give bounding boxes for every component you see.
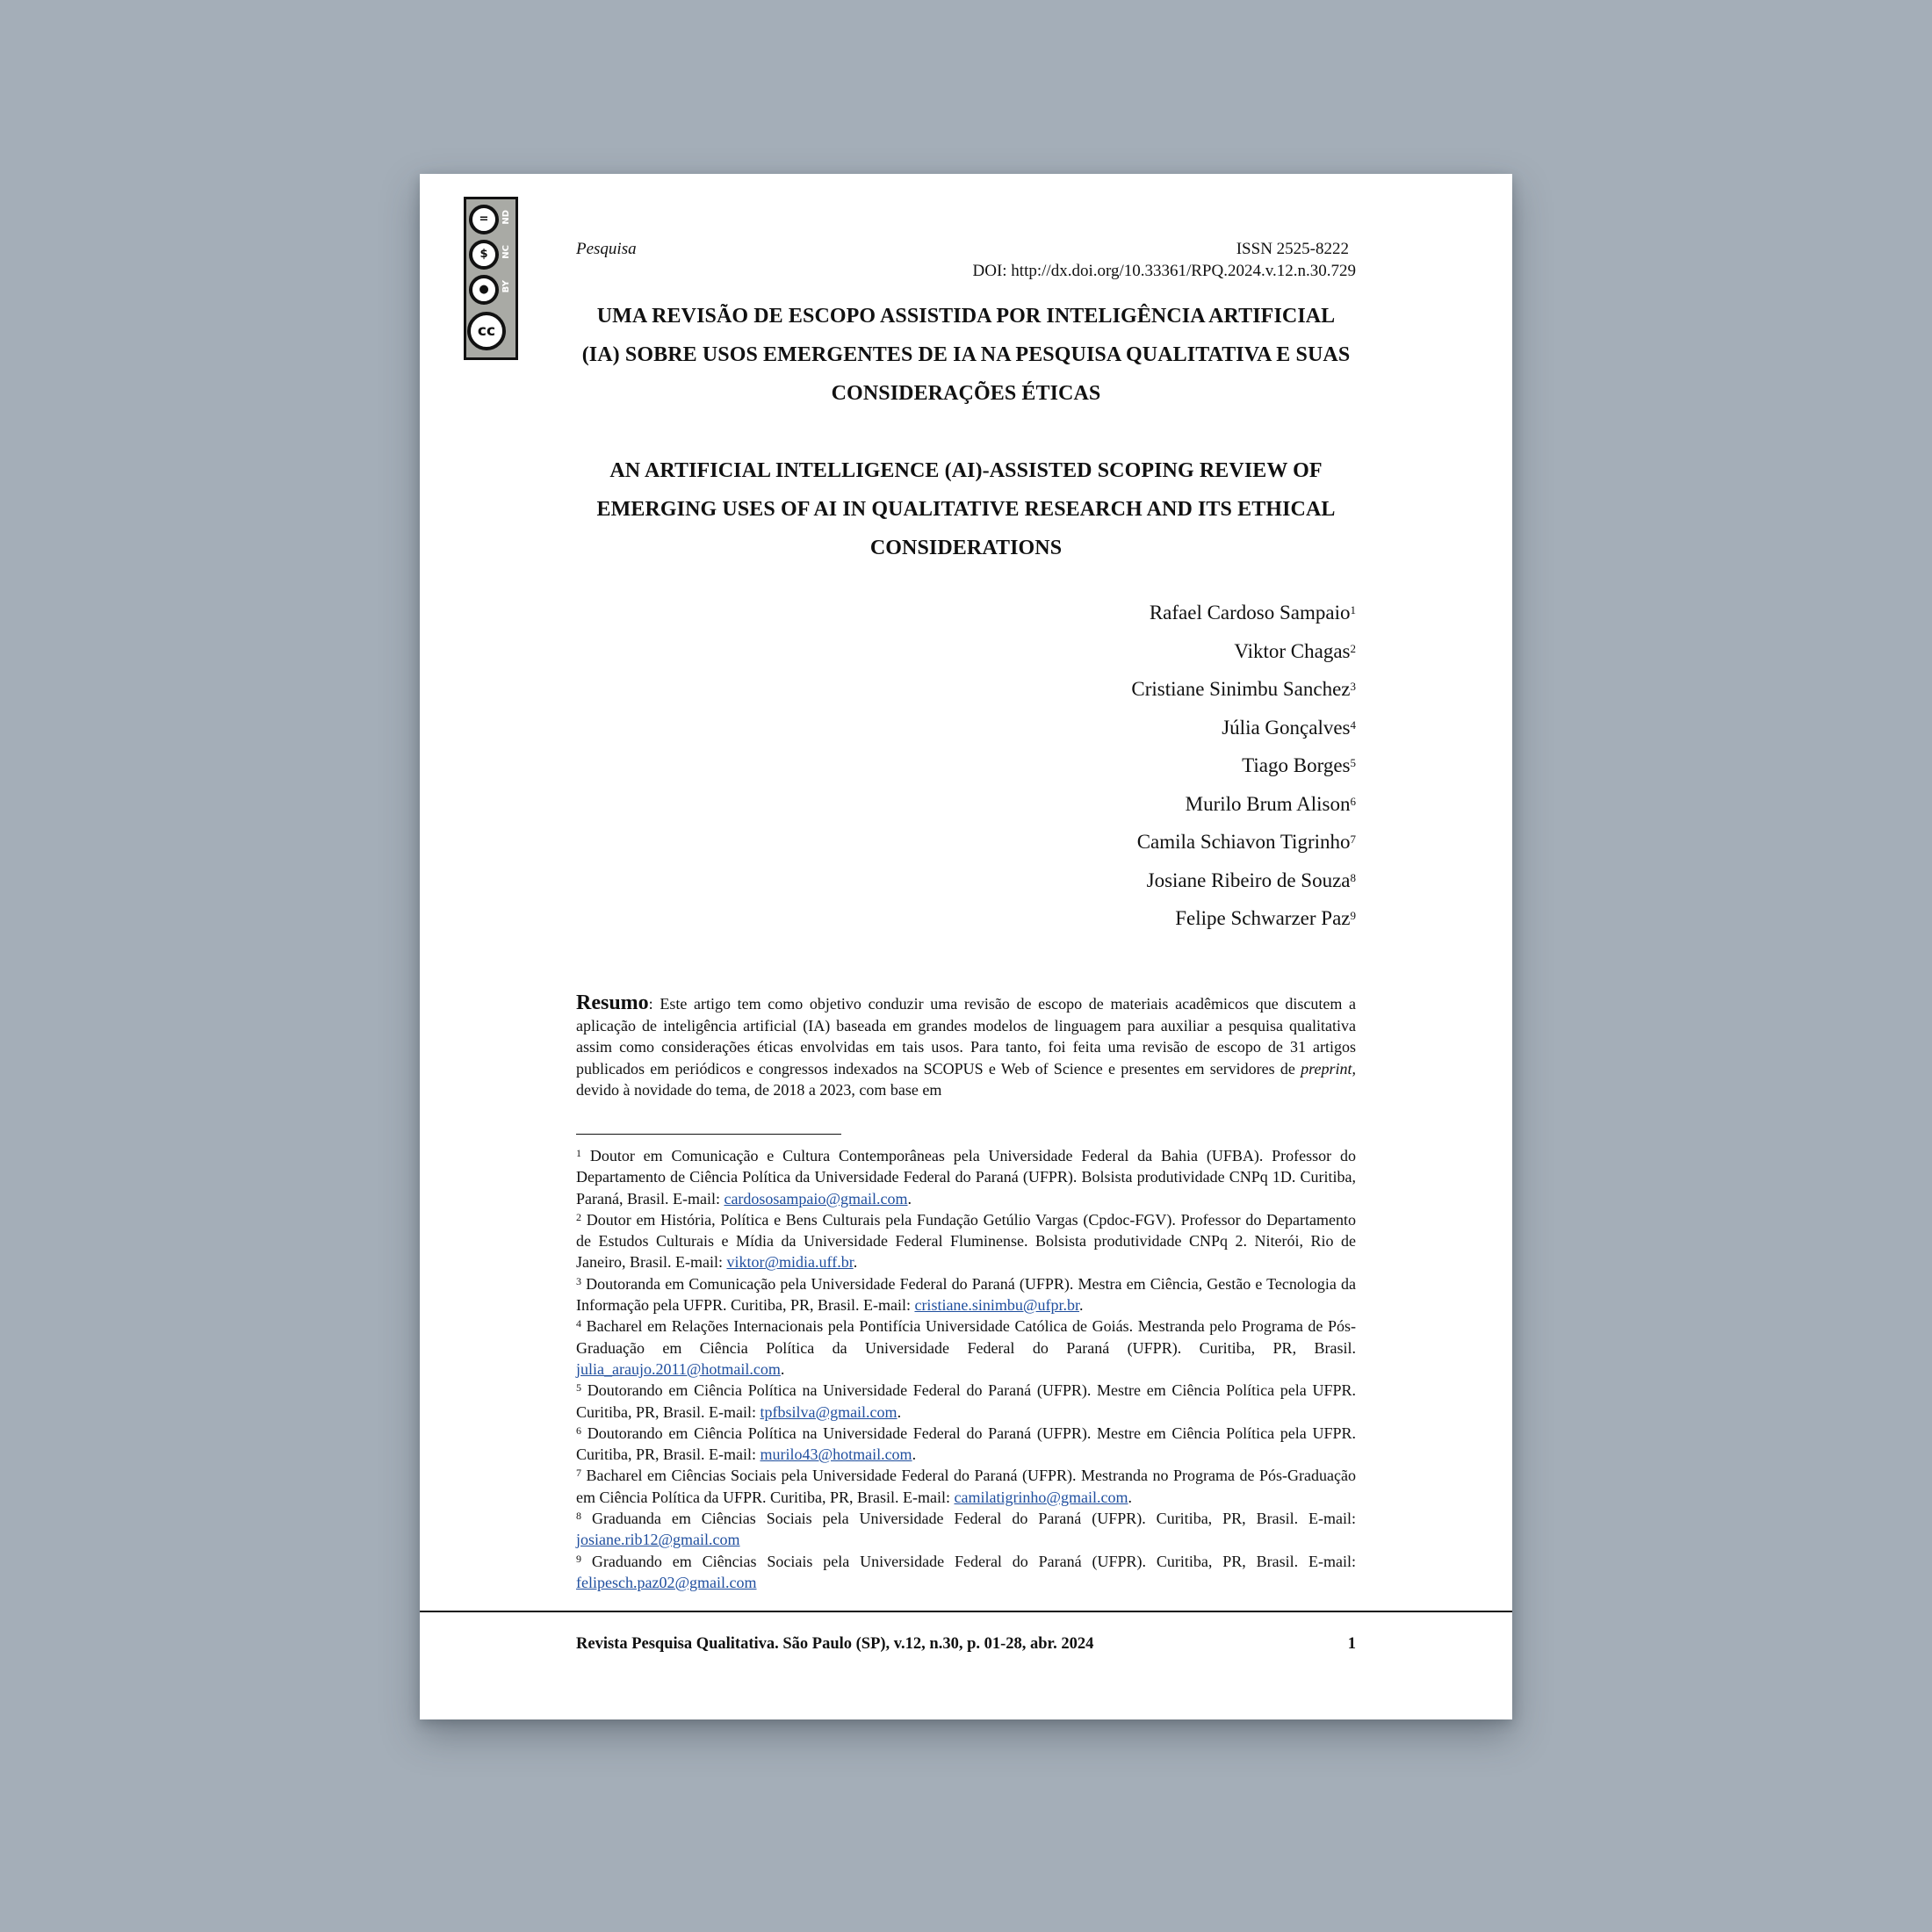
author-item — [1131, 746, 1356, 785]
footnote-text: Graduando em Ciências Sociais pela Universidade Federal do Paraná (UFPR). Curitiba, PR, Brasil. E-mail: — [581, 1552, 1356, 1570]
author-footnote-ref[interactable]: 5 — [1350, 756, 1356, 769]
footer-divider — [420, 1611, 1512, 1612]
footnote-text: Graduanda em Ciências Sociais pela Universidade Federal do Paraná (UFPR). Curitiba, PR, Brasil. E-mail: — [581, 1510, 1356, 1528]
footnote-email-link[interactable]: camilatigrinho@gmail.com — [954, 1488, 1128, 1506]
footnote-number: 9 — [576, 1552, 581, 1565]
footnote-number: 7 — [576, 1467, 581, 1480]
author-item — [1131, 899, 1356, 938]
attribution-icon: ● — [469, 275, 499, 305]
footnote-text: Doutor em Comunicação e Cultura Contemporâneas pela Universidade Federal da Bahia (UFBA). Professor do Departamento de Ciência Política da Universidade Federal do Paraná (UFPR). Bolsista produtividade CNPq 1D. Curitiba, Paraná, Brasil. E-mail: — [576, 1147, 1356, 1208]
author-item — [1131, 594, 1356, 632]
footnote-email-link[interactable]: murilo43@hotmail.com — [760, 1445, 912, 1464]
abstract-label: Resumo — [576, 991, 649, 1014]
footnote-item — [576, 1423, 1356, 1466]
document-page — [420, 174, 1512, 1719]
author-name: Cristiane Sinimbu Sanchez — [1131, 678, 1351, 700]
footnote-end: . — [1079, 1296, 1084, 1315]
author-footnote-ref[interactable]: 9 — [1350, 909, 1356, 922]
footnotes — [576, 1145, 1356, 1593]
footnote-item — [576, 1551, 1356, 1594]
footnote-text: Doutorando em Ciência Política na Universidade Federal do Paraná (UFPR). Mestre em Ciência Política pela UFPR. Curitiba, PR, Brasil. E-mail: — [576, 1424, 1356, 1464]
footnote-item — [576, 1380, 1356, 1423]
no-derivatives-icon: = — [469, 205, 499, 234]
footnote-number: 8 — [576, 1510, 581, 1523]
footnote-item — [576, 1273, 1356, 1316]
page-number: 1 — [1347, 1635, 1356, 1653]
cc-license-badge[interactable] — [464, 197, 518, 360]
abstract-text-italic: preprint — [1301, 1059, 1352, 1078]
footnote-item — [576, 1145, 1356, 1209]
footnote-item — [576, 1508, 1356, 1551]
noncommercial-icon: $ — [469, 240, 499, 270]
footnote-divider — [576, 1134, 841, 1135]
footnote-email-link[interactable]: felipesch.paz02@gmail.com — [576, 1573, 757, 1591]
license-label-by: BY — [501, 280, 511, 293]
footnote-end: . — [897, 1402, 902, 1421]
author-footnote-ref[interactable]: 3 — [1350, 680, 1356, 693]
footnote-item — [576, 1465, 1356, 1508]
author-name: Viktor Chagas — [1234, 639, 1351, 662]
footnote-item — [576, 1316, 1356, 1380]
abstract-text-part1: : Este artigo tem como objetivo conduzir uma revisão de escopo de materiais acadêmicos que discutem a aplicação de inteligência artificial (IA) baseada em grandes modelos de linguagem para auxiliar a pesquisa qualitativa assim como considerações éticas envolvidas em tais usos. Para tanto, foi feita uma revisão de escopo de 31 artigos publicados em periódicos e congressos indexados na SCOPUS e Web of Science e presentes em servidores de — [576, 995, 1356, 1078]
issn: ISSN 2525-8222 — [1236, 240, 1349, 258]
footnote-email-link[interactable]: cardososampaio@gmail.com — [724, 1189, 908, 1208]
footnote-email-link[interactable]: julia_araujo.2011@hotmail.com — [576, 1359, 781, 1378]
footnote-end: . — [907, 1189, 912, 1208]
author-list — [1131, 594, 1356, 938]
footnote-end: . — [912, 1445, 917, 1464]
creative-commons-icon: cc — [467, 312, 506, 350]
footnote-text: Bacharel em Ciências Sociais pela Universidade Federal do Paraná (UFPR). Mestranda no Programa de Pós-Graduação em Ciência Política da UFPR. Curitiba, PR, Brasil. E-mail: — [576, 1467, 1356, 1506]
author-item — [1131, 670, 1356, 709]
license-label-nc: NC — [501, 245, 511, 259]
author-item — [1131, 709, 1356, 747]
abstract-text-part2: , devido à novidade do tema, de 2018 a 2023, com base em — [576, 1059, 1356, 1099]
footnote-end: . — [1128, 1488, 1132, 1506]
header-identifiers — [973, 238, 1357, 282]
author-item — [1131, 785, 1356, 824]
footnote-text: Bacharel em Relações Internacionais pela Pontifícia Universidade Católica de Goiás. Mestranda pelo Programa de Pós-Graduação em Ciência Política da Universidade Federal do Paraná (UFPR). Curitiba, PR, Brasil. — [576, 1317, 1356, 1357]
author-name: Felipe Schwarzer Paz — [1175, 907, 1351, 929]
footnote-number: 2 — [576, 1210, 581, 1223]
author-footnote-ref[interactable]: 2 — [1350, 641, 1356, 655]
footnote-text: Doutoranda em Comunicação pela Universidade Federal do Paraná (UFPR). Mestra em Ciência, Gestão e Tecnologia da Informação pela UFPR. Curitiba, PR, Brasil. E-mail: — [576, 1274, 1356, 1315]
footnote-text: Doutor em História, Política e Bens Culturais pela Fundação Getúlio Vargas (Cpdoc-FGV). Professor do Departamento de Estudos Culturais e Mídia da Universidade Federal Fluminense. Bolsista produtividade CNPq 2. Niterói, Rio de Janeiro, Brasil. E-mail: — [576, 1210, 1356, 1272]
author-item — [1131, 861, 1356, 900]
title-portuguese: UMA REVISÃO DE ESCOPO ASSISTIDA POR INTELIGÊNCIA ARTIFICIAL (IA) SOBRE USOS EMERGENTES DE IA NA PESQUISA QUALITATIVA E SUAS CONSIDERAÇÕES ÉTICAS — [581, 305, 1351, 405]
title-english: AN ARTIFICIAL INTELLIGENCE (AI)-ASSISTED SCOPING REVIEW OF EMERGING USES OF AI IN QUALITATIVE RESEARCH AND ITS ETHICAL CONSIDERATIONS — [596, 459, 1336, 559]
author-item — [1131, 823, 1356, 861]
footnote-email-link[interactable]: tpfbsilva@gmail.com — [760, 1402, 898, 1421]
license-label-nd: ND — [501, 210, 511, 225]
author-name: Camila Schiavon Tigrinho — [1136, 831, 1351, 853]
author-name: Júlia Gonçalves — [1222, 716, 1351, 739]
author-name: Tiago Borges — [1242, 754, 1351, 776]
author-name: Rafael Cardoso Sampaio — [1149, 602, 1351, 624]
author-footnote-ref[interactable]: 1 — [1350, 603, 1356, 616]
footnote-item — [576, 1209, 1356, 1273]
footnote-email-link[interactable]: josiane.rib12@gmail.com — [576, 1531, 740, 1549]
section-label: Pesquisa — [576, 240, 637, 258]
author-footnote-ref[interactable]: 8 — [1350, 870, 1356, 884]
footnote-email-link[interactable]: cristiane.sinimbu@ufpr.br — [914, 1296, 1080, 1315]
footnote-number: 5 — [576, 1381, 581, 1395]
doi[interactable]: DOI: http://dx.doi.org/10.33361/RPQ.2024.v.12.n.30.729 — [972, 262, 1356, 280]
footnote-end: . — [780, 1359, 785, 1378]
author-footnote-ref[interactable]: 6 — [1350, 794, 1356, 808]
author-footnote-ref[interactable]: 4 — [1350, 717, 1356, 732]
footnote-number: 1 — [576, 1147, 581, 1159]
footnote-email-link[interactable]: viktor@midia.uff.br — [726, 1253, 854, 1272]
footnote-number: 4 — [576, 1317, 581, 1330]
footnote-text: Doutorando em Ciência Política na Universidade Federal do Paraná (UFPR). Mestre em Ciência Política pela UFPR. Curitiba, PR, Brasil. E-mail: — [576, 1381, 1356, 1421]
footnote-number: 6 — [576, 1424, 581, 1437]
author-name: Josiane Ribeiro de Souza — [1146, 869, 1351, 891]
footnote-end: . — [853, 1253, 858, 1272]
abstract — [576, 992, 1356, 1101]
footnote-number: 3 — [576, 1274, 581, 1287]
author-name: Murilo Brum Alison — [1185, 792, 1351, 815]
author-item — [1131, 632, 1356, 671]
author-footnote-ref[interactable]: 7 — [1350, 833, 1356, 846]
journal-citation: Revista Pesquisa Qualitativa. São Paulo (SP), v.12, n.30, p. 01-28, abr. 2024 — [576, 1635, 1094, 1653]
